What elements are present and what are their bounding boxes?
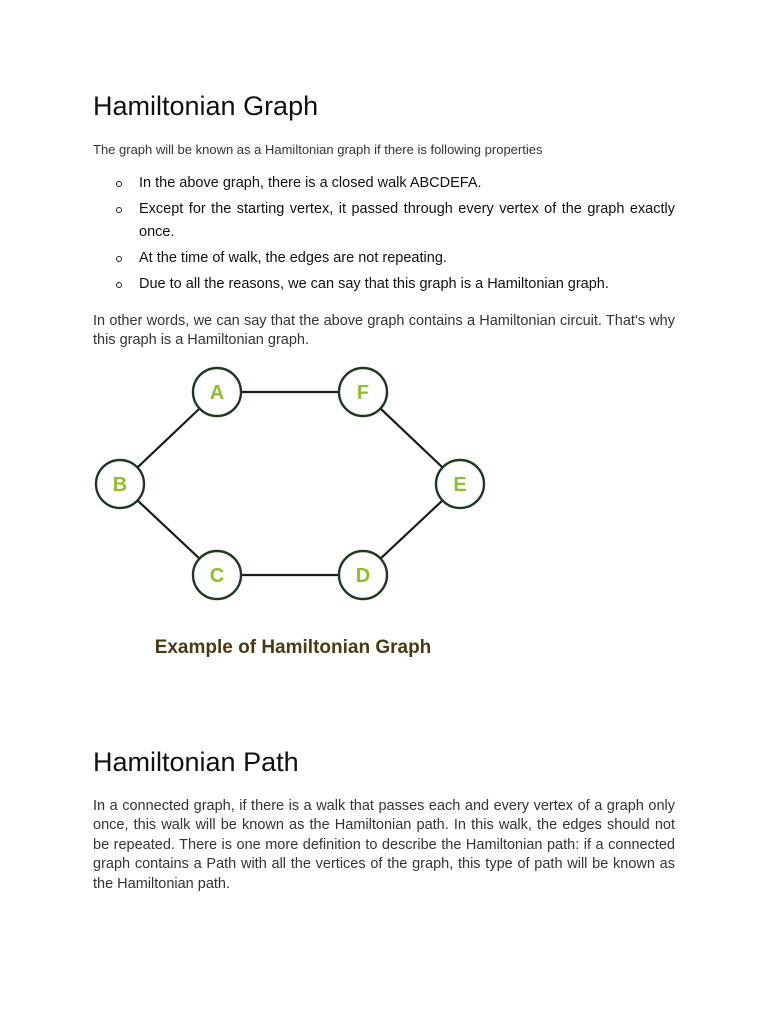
vertices-layer	[96, 368, 484, 599]
list-item	[93, 247, 675, 270]
list-item-text: At the time of walk, the edges are not repeating.	[139, 250, 447, 266]
bullet-icon	[116, 207, 122, 213]
bullet-icon	[116, 181, 122, 187]
vertex-label: F	[356, 382, 370, 404]
edges-layer	[120, 392, 460, 575]
paragraph-hamiltonian-circuit: In other words, we can say that the above graph contains a Hamiltonian circuit. That's why this graph is a Hamiltonian graph.	[93, 313, 675, 349]
vertex-D	[339, 551, 387, 599]
heading-hamiltonian-graph: Hamiltonian Graph	[93, 91, 319, 121]
hamiltonian-graph-figure	[93, 364, 493, 664]
paragraph-hamiltonian-path: In a connected graph, if there is a walk that passes each and every vertex of a graph only once, this walk will be known as the Hamiltonian path. In this walk, the edges should not be repeated. There is one more definition to describe the Hamiltonian path: if a connected graph contains a Path with all the vertices of the graph, this type of path will be known as the Hamiltonian path.	[93, 798, 675, 892]
vertex-C	[193, 551, 241, 599]
vertex-B	[96, 460, 144, 508]
properties-list	[93, 172, 675, 299]
bullet-icon	[116, 282, 122, 288]
list-item	[93, 273, 675, 296]
vertex-label: B	[112, 474, 128, 496]
vertex-label: C	[209, 565, 225, 587]
intro-text: The graph will be known as a Hamiltonian graph if there is following properties	[93, 142, 543, 157]
vertex-F	[339, 368, 387, 416]
list-item-text: Due to all the reasons, we can say that this graph is a Hamiltonian graph.	[139, 276, 609, 292]
vertex-A	[193, 368, 241, 416]
bullet-icon	[116, 256, 122, 262]
list-item	[93, 198, 675, 244]
list-item	[93, 172, 675, 195]
vertex-label: D	[355, 565, 371, 587]
figure-caption: Example of Hamiltonian Graph	[154, 637, 432, 658]
list-item-text: Except for the starting vertex, it passed through every vertex of the graph exactly once.	[139, 201, 675, 240]
vertex-label: E	[453, 474, 467, 496]
list-item-text: In the above graph, there is a closed walk ABCDEFA.	[139, 175, 482, 191]
vertex-label: A	[209, 382, 225, 404]
vertex-E	[436, 460, 484, 508]
heading-hamiltonian-path: Hamiltonian Path	[93, 747, 299, 777]
graph-diagram	[93, 364, 493, 664]
